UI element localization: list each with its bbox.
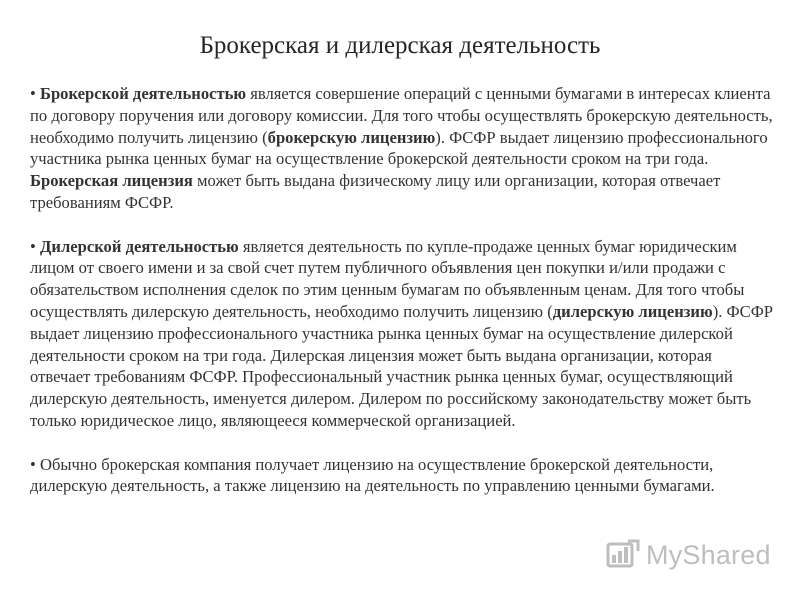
bullet: • <box>30 454 36 474</box>
text-segment: брокерскую лицензию <box>267 127 436 147</box>
text-segment: Обычно брокерская компания получает лицензию на осуществление брокерской деятельности, дилерскую деятельность, а также лицензию на деятельность по управлению ценными бумагами. <box>30 454 715 496</box>
text-segment: является деятельность по купле-продаже ценных бумаг юридическим лицом от своего имени и за свой счет путем публичного объявления цен покупки и/или продажи с обязательством исполнения сделок по этим ценным бумагам по объявленным ценам. Для того чтобы осуществлять дилерскую деятельность, необходимо получить лицензию ( <box>30 236 745 321</box>
text-segment: является совершение операций с ценными бумагами в интересах клиента по договору поручения или договору комиссии. Для того чтобы осуществлять брокерскую деятельность, необходимо получить лицензию ( <box>30 84 773 147</box>
text-segment: может быть выдана физическому лицу или организации, которая отвечает требованиям ФСФР. <box>30 171 721 212</box>
text-segment: ). ФСФР выдает лицензию профессионального участника рынка ценных бумаг на осуществление брокерской деятельности сроком на три года. <box>30 127 768 169</box>
slide-title: Брокерская и дилерская деятельность <box>199 32 601 59</box>
text-segment: Дилерской деятельностью <box>39 236 239 256</box>
bullet: • <box>30 84 36 103</box>
paragraph-brokerage <box>30 83 775 214</box>
text-segment: Брокерская лицензия <box>30 171 193 191</box>
text-segment: Брокерской деятельностью <box>39 84 247 103</box>
paragraph-licenses <box>30 454 775 498</box>
paragraph-dealer <box>30 236 775 432</box>
slide-body <box>30 83 775 497</box>
watermark-text: MyShared <box>646 539 771 570</box>
text-segment: дилерскую лицензию <box>552 301 713 321</box>
bullet: • <box>30 236 36 256</box>
myshared-watermark <box>606 537 771 573</box>
myshared-logo-icon <box>606 538 640 572</box>
text-segment: ). ФСФР выдает лицензию профессионального участника рынка ценных бумаг на осуществление дилерской деятельности сроком на три года. Дилерская лицензия может быть выдана организации, которая отвечает требованиям ФСФР. Профессиональный участник рынка ценных бумаг, осуществляющий дилерскую деятельность, именуется дилером. Дилером по российскому законодательству может быть только юридическое лицо, являющееся коммерческой организацией. <box>30 301 774 430</box>
